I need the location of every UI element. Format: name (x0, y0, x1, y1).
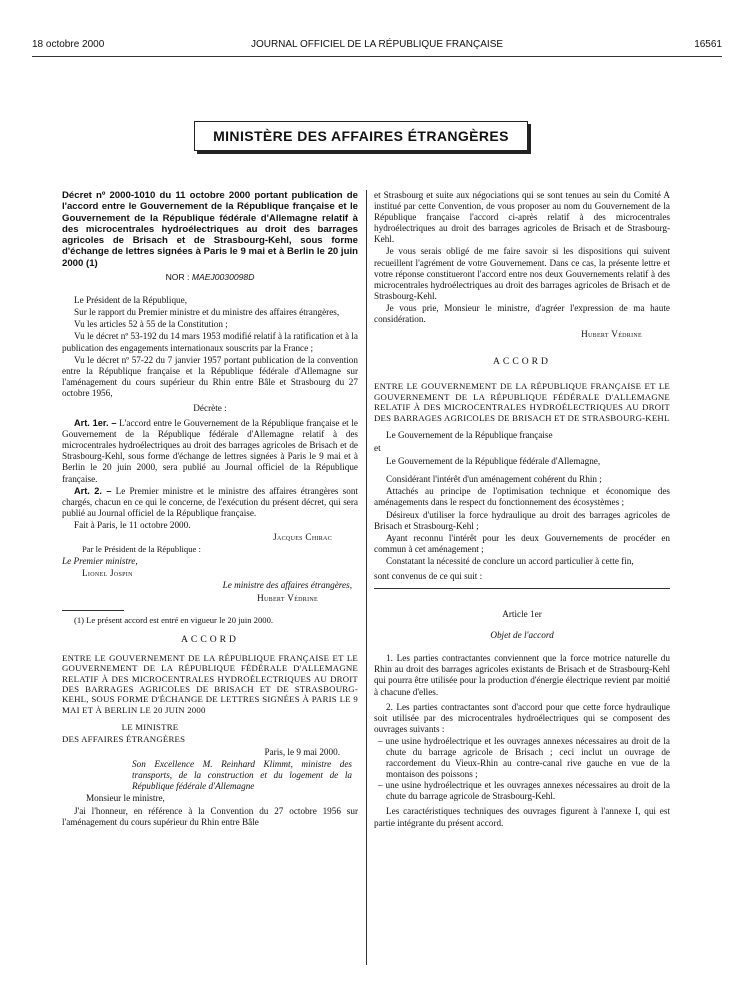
letter-body-start: J'ai l'honneur, en référence à la Convention du 27 octobre 1956 sur l'aménagement du cours supérieur du Rhin entre Bâle (62, 805, 358, 827)
section-rule (374, 588, 670, 589)
accord-title: ENTRE LE GOUVERNEMENT DE LA RÉPUBLIQUE FRANÇAISE ET LE GOUVERNEMENT DE LA RÉPUBLIQUE FÉDÉRALE D'ALLEMAGNE RELATIF À DES MICROCENTRALES HYDROÉLECTRIQUES AU DROIT DES BARRAGES AGRICOLES DE BRISACH ET DE STRASBOURG-KEHL, SOUS FORME D'ÉCHANGE DE LETTRES SIGNÉES À PARIS LE 9 MAI ET À BERLIN LE 20 JUIN 2000 (62, 652, 358, 715)
article-2-label: Art. 2. – (74, 485, 112, 496)
article-para: Les caractéristiques techniques des ouvrages figurent à l'annexe I, qui est partie intégrante du présent accord. (374, 806, 670, 828)
signature-chirac: Jacques Chirac (273, 532, 332, 543)
par-le-president: Par le Président de la République : (82, 544, 201, 555)
footnote-rule (62, 610, 124, 611)
signature-vedrine-letter: Hubert Védrine (581, 329, 642, 340)
article-1-text: L'accord entre le Gouvernement de la République française et le Gouvernement de la République fédérale d'Allemagne relatif à des microcentrales hydroélectriques au droit des barrages agricoles de Brisach et de Strasbourg-Kehl, sous forme d'échange de lettres signées à Paris le 9 mai et à Berlin le 20 juin 2000, sera publié au Journal officiel de la République française. (62, 418, 358, 484)
article-1 (62, 418, 358, 485)
article-2-text: Le Premier ministre et le ministre des affaires étrangères sont chargés, chacun en ce qui le concerne, de l'exécution du présent décret, qui sera publié au Journal officiel de la République française. (62, 485, 358, 518)
paragraph: Vu les articles 52 à 55 de la Constitution ; (74, 319, 228, 330)
considerant: Considérant l'intérêt d'un aménagement cohérent du Rhin ; (386, 474, 602, 485)
article-para: 1. Les parties contractantes conviennent que la force motrice naturelle du Rhin au droit des barrages agricoles existants de Brisach et de Strasbourg-Kehl qui pourra être utilisée pour la production d'énergie électrique revient par moitié à chacune d'elles. (374, 653, 670, 697)
nor-reference (62, 272, 358, 283)
works-list (374, 736, 670, 803)
paragraph: Vu le décret nº 57-22 du 7 janvier 1957 portant publication de la convention entre la République française et la République fédérale d'Allemagne sur l'aménagement du cours supérieur du Rhin entre Bâle et Strasbourg du 27 octobre 1956, (62, 354, 358, 398)
signature-vedrine: Hubert Védrine (257, 592, 318, 603)
letter-addressee: Son Excellence M. Reinhard Klimmt, ministre des transports, de la construction et du logement de la République fédérale d'Allemagne (132, 759, 352, 792)
letter-date: Paris, le 9 mai 2000. (264, 747, 340, 758)
paragraph: Le Président de la République, (74, 295, 188, 306)
accord-title-right: ENTRE LE GOUVERNEMENT DE LA RÉPUBLIQUE FRANÇAISE ET LE GOUVERNEMENT DE LA RÉPUBLIQUE FÉDÉRALE D'ALLEMAGNE RELATIF À DES MICROCENTRALES HYDROÉLECTRIQUES AU DROIT DES BARRAGES AGRICOLES DE BRISACH ET DE STRASBOURG-KEHL (374, 381, 670, 423)
left-column (62, 190, 358, 829)
article-2 (62, 486, 358, 519)
letter-continuation: et Strasbourg et suite aux négociations qui se sont tenues au sein du Comité A institué par cette Convention, de vous proposer au nom du Gouvernement de la République française l'accord ci-après relatif à des microcentrales hydroélectriques au droit des barrages agricoles de Brisach et de Strasbourg-Kehl. (374, 190, 670, 245)
article-subtitle: Objet de l'accord (490, 630, 554, 641)
decree-title: Décret nº 2000-1010 du 11 octobre 2000 portant publication de l'accord entre le Gouvernement de la République française et le Gouvernement de la République fédérale d'Allemagne relatif à des microcentrales hydroélectriques au droit des barrages agricoles de Brisach et de Strasbourg-Kehl, sous forme d'échange de lettres signées à Paris le 9 mai et à Berlin le 20 juin 2000 (1) (62, 190, 358, 269)
right-column (374, 190, 670, 830)
nor-label: NOR : (165, 272, 190, 283)
paragraph: Je vous serais obligé de me faire savoir si les dispositions qui suivent recueillent l'agrément de votre Gouvernement. Dans ce cas, la présente lettre et votre réponse constitueront l'accord entre nos deux Gouvernements relatif à des microcentrales hydroélectriques au droit des barrages agricoles de Brisach et de Strasbourg-Kehl. (374, 246, 670, 301)
header-rule (32, 56, 722, 57)
des-affaires-etrangeres: DES AFFAIRES ÉTRANGÈRES (62, 733, 186, 744)
accord-heading: ACCORD (181, 633, 239, 645)
decrete-heading: Décrète : (193, 403, 227, 414)
le-ministre: LE MINISTRE (121, 722, 179, 733)
fait-line: Fait à Paris, le 11 octobre 2000. (74, 519, 191, 530)
header-journal-title: JOURNAL OFFICIEL DE LA RÉPUBLIQUE FRANÇAISE (250, 39, 504, 50)
ministre-title: Le ministre des affaires étrangères, (222, 580, 352, 591)
article-1-label: Art. 1er. – (74, 418, 117, 429)
paragraph: Vu le décret nº 53-192 du 14 mars 1953 modifié relatif à la ratification et à la publication des engagements internationaux souscrits par la France ; (62, 331, 358, 353)
page-header (32, 39, 722, 53)
letter-salutation: Monsieur le ministre, (86, 793, 165, 804)
accord-heading-right: ACCORD (493, 356, 551, 368)
considerant: Attachés au principe de l'optimisation technique et économique des aménagements dans le respect du fonctionnement des écosystèmes ; (374, 486, 670, 508)
considerant: Constatant la nécessité de conclure un accord particulier à cette fin, (386, 555, 634, 566)
ministry-title: MINISTÈRE DES AFFAIRES ÉTRANGÈRES (213, 128, 509, 144)
et-conjunction: et (374, 443, 381, 454)
paragraph: Je vous prie, Monsieur le ministre, d'agréer l'expression de ma haute considération. (374, 302, 670, 325)
nor-code: MAEJ0030098D (191, 272, 255, 283)
party-france: Le Gouvernement de la République française (386, 429, 553, 440)
paragraph: Sur le rapport du Premier ministre et du ministre des affaires étrangères, (74, 307, 340, 318)
header-date: 18 octobre 2000 (32, 39, 105, 50)
column-divider (366, 190, 367, 965)
party-germany: Le Gouvernement de la République fédérale d'Allemagne, (386, 456, 601, 467)
article-para: 2. Les parties contractantes sont d'accord pour que cette force hydraulique soit utilisée par des microcentrales hydroélectriques qui se composent des ouvrages suivants : (374, 701, 670, 734)
considerant: Ayant reconnu l'intérêt pour les deux Gouvernements de procéder en commun à cet aménagement ; (374, 532, 670, 554)
footnote: (1) Le présent accord est entré en vigueur le 20 juin 2000. (74, 614, 274, 625)
article-heading: Article 1er (502, 609, 542, 620)
considerant: Désireux d'utiliser la force hydraulique au droit des barrages agricoles de Brisach et Strasbourg-Kehl ; (374, 509, 670, 531)
ministry-title-box (194, 121, 528, 151)
list-item: – une usine hydroélectrique et les ouvrages annexes nécessaires au droit de la chute du barrage agricole de Brisach ; ceci inclut un ouvrage de raccordement du Vieux-Rhin au contre-canal rive gauche en vue de la montaison des poissons ; (374, 736, 670, 780)
list-item: – une usine hydroélectrique et les ouvrages annexes nécessaires au droit de la chute du barrage agricole de Strasbourg-Kehl. (374, 780, 670, 802)
premier-ministre-title: Le Premier ministre, (62, 556, 138, 567)
sont-convenus: sont convenus de ce qui suit : (374, 570, 483, 581)
signature-jospin: Lionel Jospin (82, 568, 133, 579)
header-page-number: 16561 (694, 39, 722, 50)
